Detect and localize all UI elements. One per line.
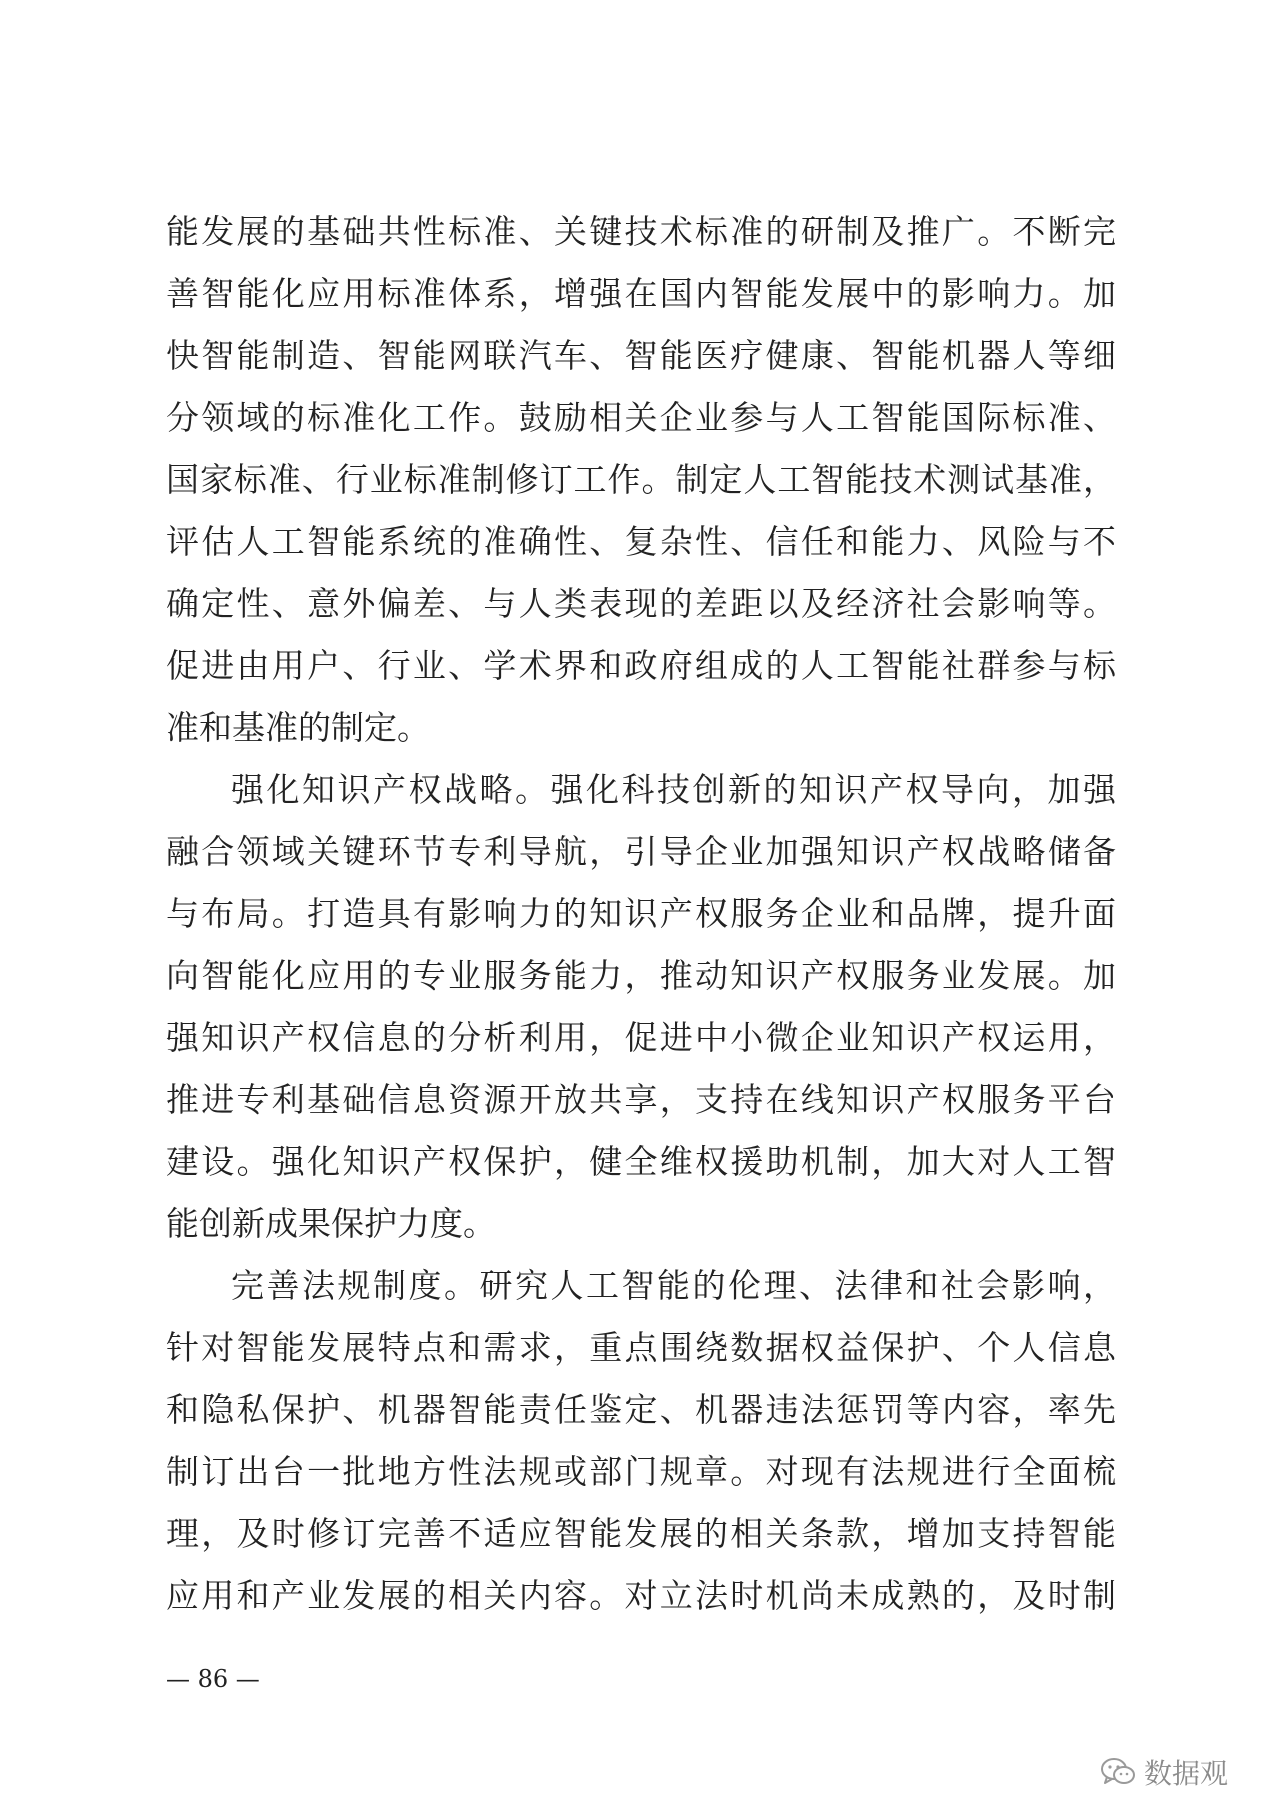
text-line: 应用和产业发展的相关内容。对立法时机尚未成熟的，及时制 — [166, 1576, 1116, 1615]
text-line: 准和基准的制定。 — [166, 708, 430, 747]
text-line: 强知识产权信息的分析利用，促进中小微企业知识产权运用， — [166, 1018, 1116, 1057]
text-line: 促进由用户、行业、学术界和政府组成的人工智能社群参与标 — [166, 646, 1116, 685]
wechat-icon — [1100, 1756, 1136, 1788]
paragraph-heading-line: 强化知识产权战略。强化科技创新的知识产权导向，加强 — [231, 770, 1116, 809]
text-line: 制订出台一批地方性法规或部门规章。对现有法规进行全面梳 — [166, 1452, 1116, 1491]
text-line: 融合领域关键环节专利导航，引导企业加强知识产权战略储备 — [166, 832, 1116, 871]
text-line: 能发展的基础共性标准、关键技术标准的研制及推广。不断完 — [166, 212, 1116, 251]
text-line: 向智能化应用的专业服务能力，推动知识产权服务业发展。加 — [166, 956, 1116, 995]
text-line: 推进专利基础信息资源开放共享，支持在线知识产权服务平台 — [166, 1080, 1116, 1119]
text-line: 快智能制造、智能网联汽车、智能医疗健康、智能机器人等细 — [166, 336, 1116, 375]
paragraph-heading-line: 完善法规制度。研究人工智能的伦理、法律和社会影响， — [231, 1266, 1116, 1305]
text-line: 和隐私保护、机器智能责任鉴定、机器违法惩罚等内容，率先 — [166, 1390, 1116, 1429]
text-line: 针对智能发展特点和需求，重点围绕数据权益保护、个人信息 — [166, 1328, 1116, 1367]
watermark-text: 数据观 — [1144, 1757, 1229, 1790]
text-line: 建设。强化知识产权保护，健全维权援助机制，加大对人工智 — [166, 1142, 1116, 1181]
text-line: 与布局。打造具有影响力的知识产权服务企业和品牌，提升面 — [166, 894, 1116, 933]
page-number: — 86 — — [166, 1665, 260, 1693]
text-line: 能创新成果保护力度。 — [166, 1204, 496, 1243]
text-line: 确定性、意外偏差、与人类表现的差距以及经济社会影响等。 — [166, 584, 1116, 623]
text-line: 善智能化应用标准体系，增强在国内智能发展中的影响力。加 — [166, 274, 1116, 313]
watermark — [1100, 1752, 1228, 1792]
text-line: 国家标准、行业标准制修订工作。制定人工智能技术测试基准， — [166, 460, 1116, 499]
text-line: 评估人工智能系统的准确性、复杂性、信任和能力、风险与不 — [166, 522, 1116, 561]
text-line: 分领域的标准化工作。鼓励相关企业参与人工智能国际标准、 — [166, 398, 1116, 437]
text-line: 理，及时修订完善不适应智能发展的相关条款，增加支持智能 — [166, 1514, 1116, 1553]
